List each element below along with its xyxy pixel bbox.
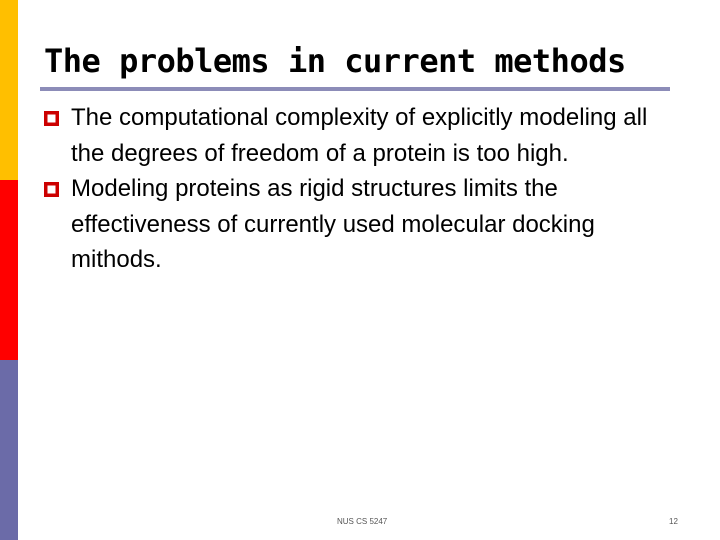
sidebar-top-segment [0,0,18,180]
bullet-item [44,100,684,171]
sidebar-bottom-segment [0,360,18,540]
bullet-item [44,171,684,278]
footer-course-label: NUS CS 5247 [337,517,388,526]
bullet-list [44,100,684,278]
slide-title: The problems in current methods [44,42,626,80]
bullet-text: The computational complexity of explicitly modeling all the degrees of freedom of a protein is too high. [71,104,648,167]
square-bullet-icon [44,111,59,126]
bullet-text: Modeling proteins as rigid structures limits the effectiveness of currently used molecular docking mithods. [71,175,595,273]
footer-page-number: 12 [669,517,678,526]
title-underline [40,87,670,91]
square-bullet-icon [44,182,59,197]
sidebar-middle-segment [0,180,18,360]
